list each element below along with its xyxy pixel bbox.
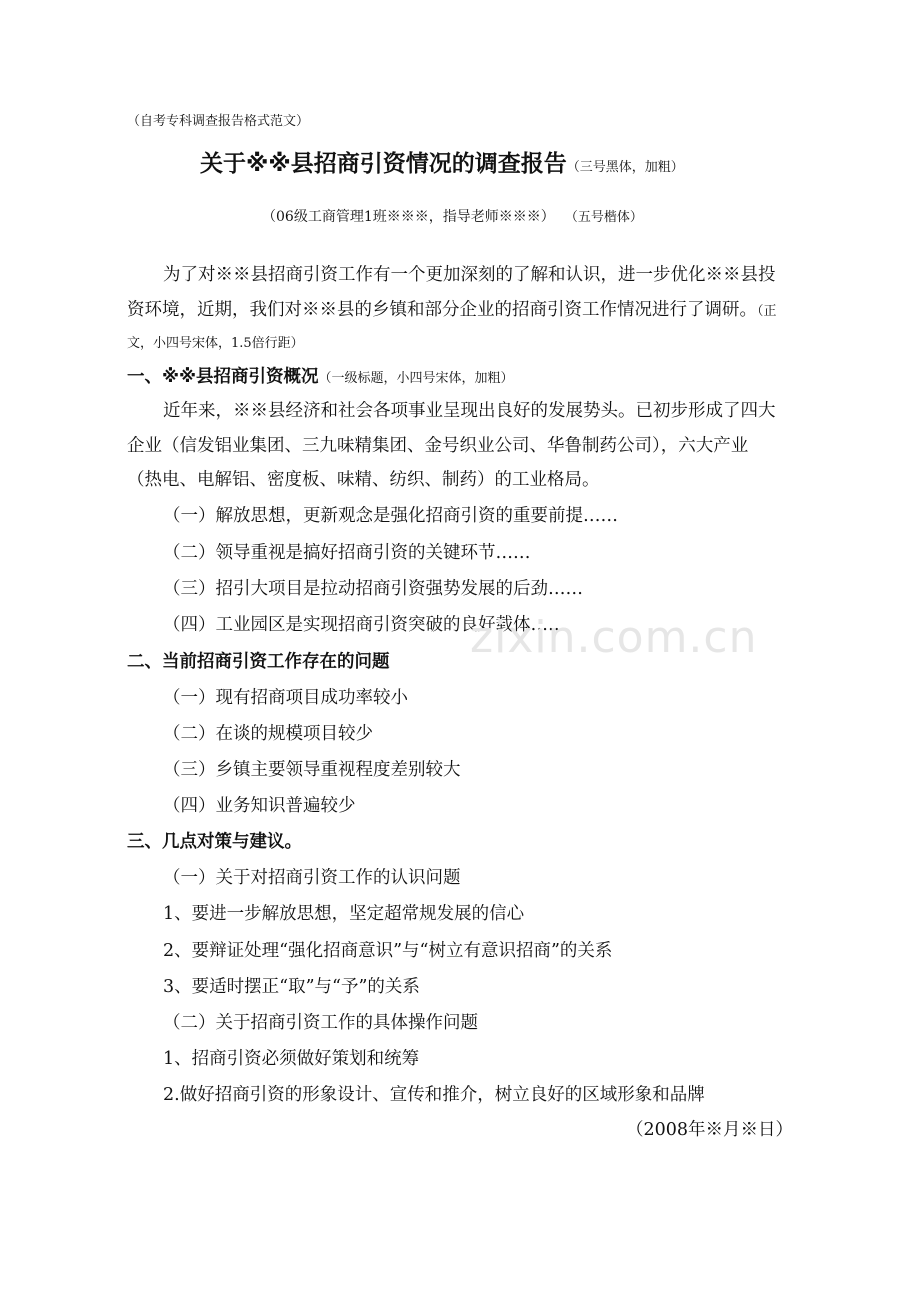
list-item: （四）工业园区是实现招商引资突破的良好载体…… <box>163 615 566 635</box>
intro-line-2 <box>127 296 777 321</box>
title-text: 关于※※县招商引资情况的调查报告 <box>200 151 567 177</box>
report-date: （2008年※月※日） <box>626 1120 794 1140</box>
section1-format-note: （一级标题，小四号宋体，加粗） <box>318 371 514 386</box>
section1-title: 一、※※县招商引资概况 <box>127 367 319 387</box>
document-title <box>200 145 684 178</box>
header-note: （自考专科调查报告格式范文） <box>127 114 310 129</box>
intro-note-a: （正 <box>757 304 777 319</box>
section1-para-line-3: （热电、电解铝、密度板、味精、纺织、制药）的工业格局。 <box>127 470 600 490</box>
title-format-note: （三号黑体，加粗） <box>566 160 684 175</box>
list-item: 1、要进一步解放思想，坚定超常规发展的信心 <box>163 904 525 924</box>
list-item: （一）解放思想，更新观念是强化招商引资的重要前提…… <box>163 506 618 526</box>
list-item: （一）现有招商项目成功率较小 <box>163 688 408 708</box>
watermark: zixin.com.cn <box>470 612 758 663</box>
intro-text-2: 资环境，近期，我们对※※县的乡镇和部分企业的招商引资工作情况进行了调研。 <box>127 300 757 320</box>
list-item: （四）业务知识普遍较少 <box>163 796 356 816</box>
list-item: 1、招商引资必须做好策划和统筹 <box>163 1049 420 1069</box>
section1-para-line-2: 企业（信发铝业集团、三九味精集团、金号织业公司、华鲁制药公司），六大产业 <box>127 436 749 456</box>
list-item: （三）乡镇主要领导重视程度差别较大 <box>163 760 461 780</box>
section2-heading: 二、当前招商引资工作存在的问题 <box>127 652 390 672</box>
author-line <box>262 206 643 226</box>
list-item: 2.做好招商引资的形象设计、宣传和推介，树立良好的区域形象和品牌 <box>163 1085 705 1105</box>
list-item: 2、要辩证处理“强化招商意识”与“树立有意识招商”的关系 <box>163 941 613 961</box>
intro-line-1: 为了对※※县招商引资工作有一个更加深刻的了解和认识，进一步优化※※县投 <box>163 265 776 285</box>
intro-note-b: 文，小四号宋体，1.5倍行距） <box>127 336 304 351</box>
list-item: （二）领导重视是搞好招商引资的关键环节…… <box>163 543 531 563</box>
author-format-note: （五号楷体） <box>564 210 643 225</box>
list-item: （三）招引大项目是拉动招商引资强势发展的后劲…… <box>163 579 583 599</box>
section1-heading <box>127 363 514 388</box>
section3-subheading-2: （二）关于招商引资工作的具体操作问题 <box>163 1013 478 1033</box>
author-text: （06级工商管理1班※※※，指导老师※※※） <box>262 209 555 225</box>
section3-heading: 三、几点对策与建议。 <box>127 832 302 852</box>
section1-para-line-1: 近年来，※※县经济和社会各项事业呈现出良好的发展势头。已初步形成了四大 <box>163 401 776 421</box>
section3-subheading-1: （一）关于对招商引资工作的认识问题 <box>163 868 461 888</box>
list-item: 3、要适时摆正“取”与“予”的关系 <box>163 977 420 997</box>
list-item: （二）在谈的规模项目较少 <box>163 724 373 744</box>
